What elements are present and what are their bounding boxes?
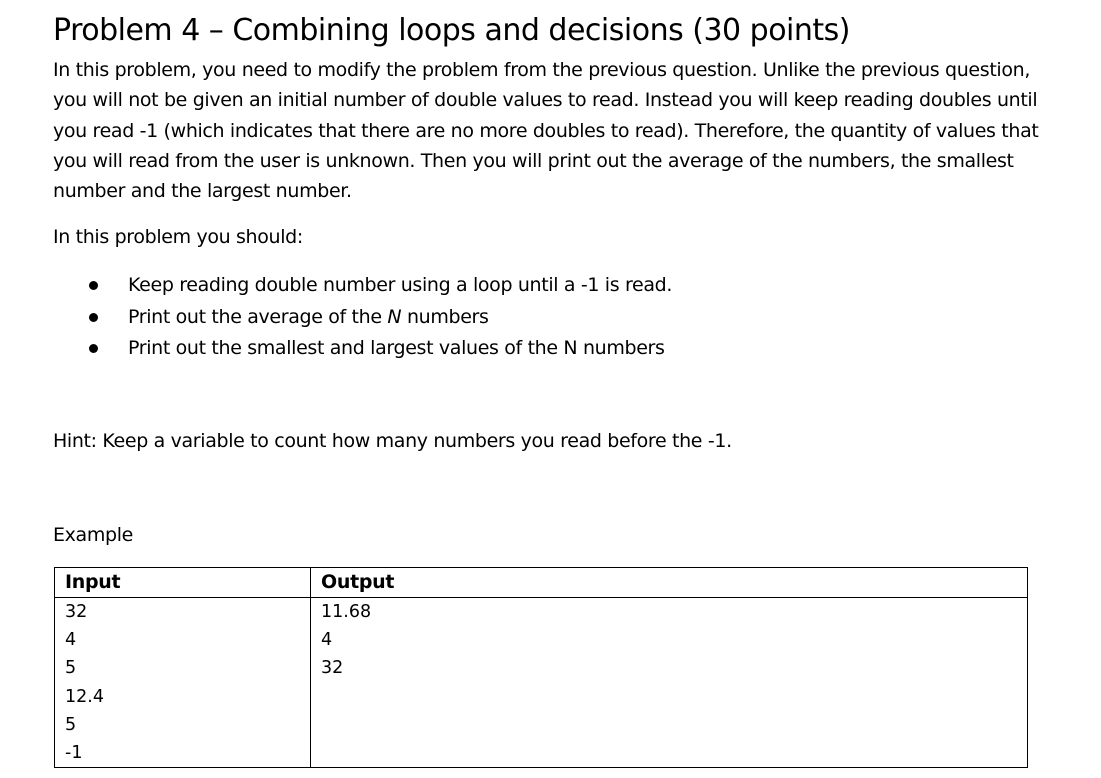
output-value: 11.68: [321, 602, 372, 622]
requirement-text: Print out the smallest and largest values of the N numbers: [128, 337, 665, 359]
requirement-item: [0, 270, 1000, 302]
output-value: 32: [321, 658, 344, 679]
requirement-text-after: numbers: [401, 305, 489, 328]
input-value: 5: [65, 714, 77, 735]
requirement-text: Keep reading double number using a loop until a -1 is read.: [128, 274, 673, 296]
output-value: 4: [321, 630, 333, 651]
bullet-icon: [89, 313, 98, 322]
input-values-list: [65, 598, 310, 767]
intro-paragraph: In this problem, you need to modify the problem from the previous question. Unlike the previous question, you will not be given an initial number of double values to read. Instead you will keep reading doubles until you read -1 (which indicates that there are no more doubles to read). Therefore, the quantity of values that you will read from the user is unknown. Then you will print out the average of the numbers, the smallest number and the largest number.: [53, 59, 1039, 203]
problem-heading: Problem 4 – Combining loops and decisions (30 points): [53, 13, 851, 48]
requirement-text-emphasis: N: [387, 305, 402, 328]
requirement-text-before: Print out the average of the: [128, 305, 388, 328]
requirement-item: [0, 333, 1000, 365]
requirements-list: [0, 270, 1000, 365]
table-row: [55, 598, 1028, 768]
input-value: 5: [65, 658, 77, 679]
input-value: 4: [65, 630, 77, 651]
example-label: Example: [53, 524, 133, 546]
table-header-row: [55, 568, 1028, 598]
example-table: [54, 567, 1028, 768]
input-value: 32: [65, 602, 88, 622]
requirement-text: [128, 302, 489, 334]
output-cell: [311, 598, 1028, 768]
hint-text: Hint: Keep a variable to count how many numbers you read before the -1.: [53, 430, 732, 452]
input-cell: [55, 598, 311, 768]
input-value: 12.4: [65, 686, 104, 707]
input-value: -1: [65, 742, 83, 763]
output-values-list: [321, 598, 1027, 683]
requirement-item: [0, 302, 1000, 334]
output-header: Output: [311, 568, 1028, 598]
input-header: Input: [55, 568, 311, 598]
bullet-icon: [89, 344, 98, 353]
bullet-icon: [89, 281, 98, 290]
lead-text: In this problem you should:: [53, 226, 303, 248]
